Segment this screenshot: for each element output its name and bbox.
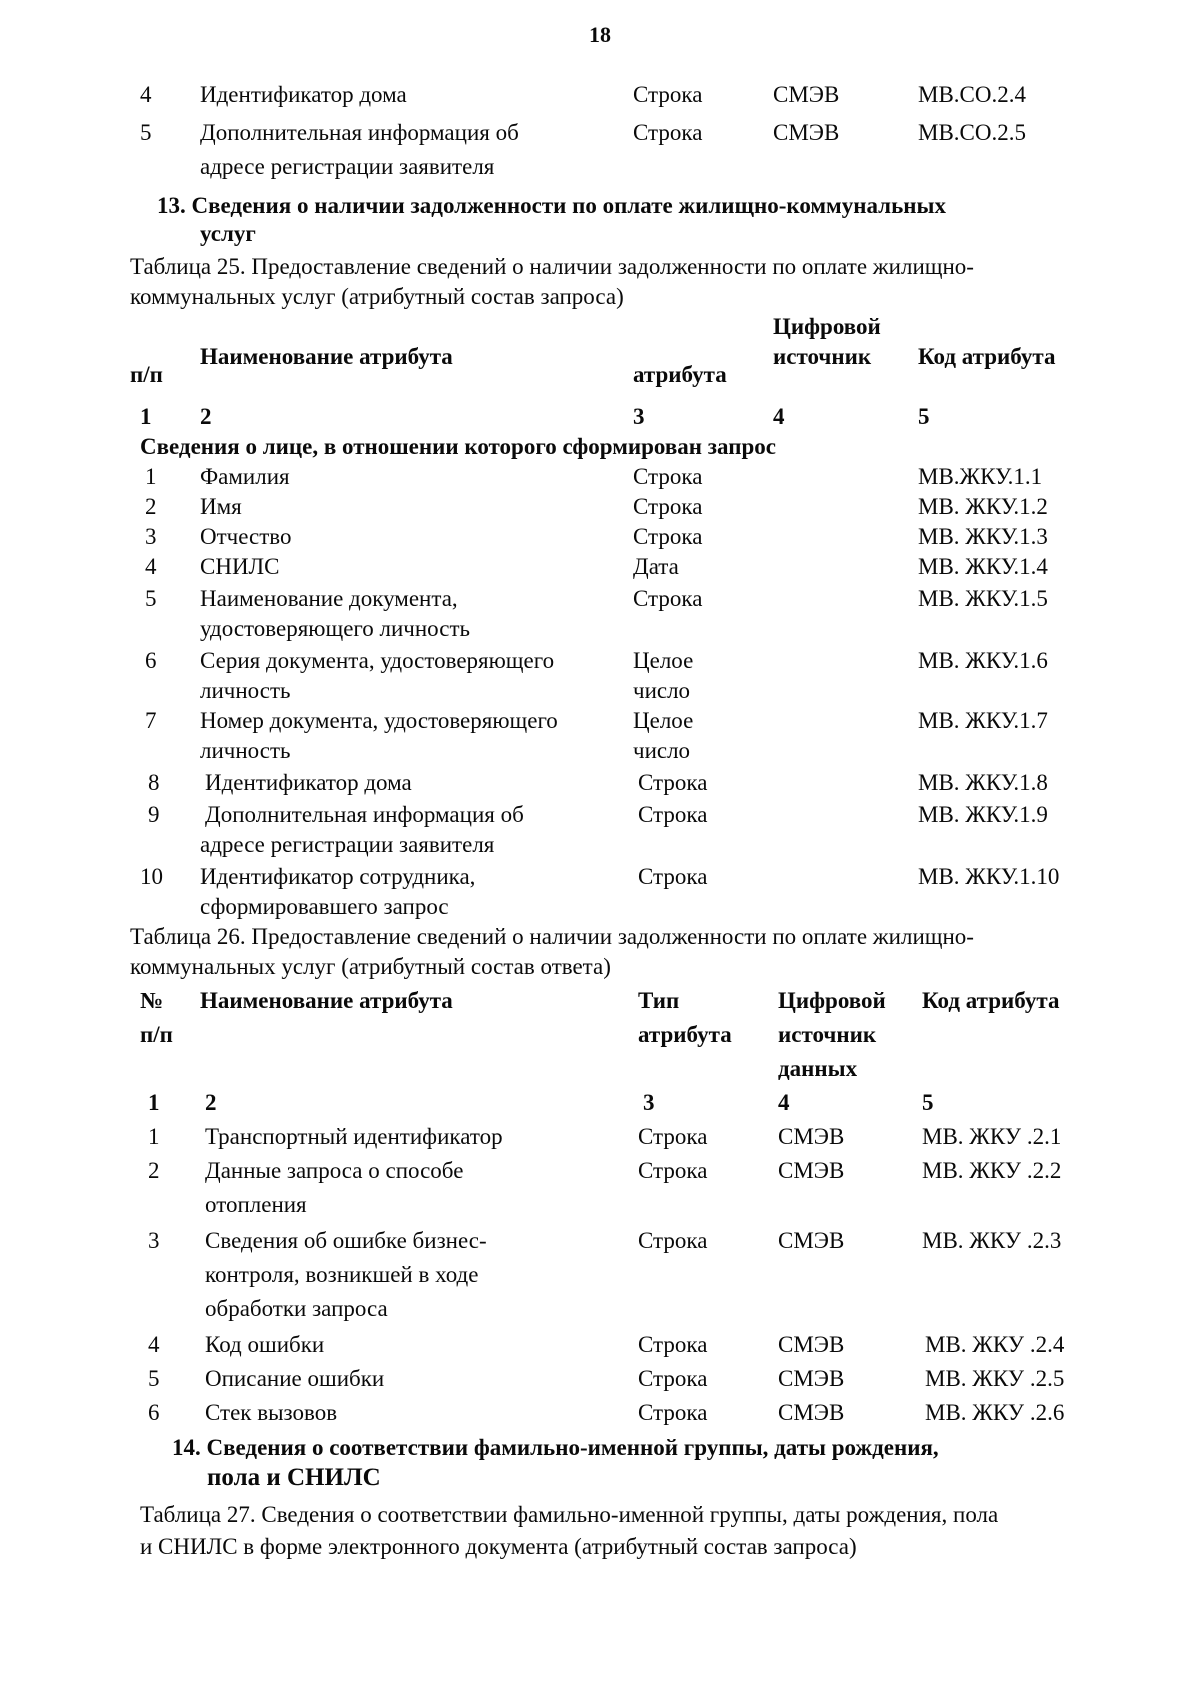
t26-row-6-n: 6 [148,1400,160,1425]
t25-header-col1: п/п [130,362,163,387]
t25-row-6-type-1: Целое [633,648,694,673]
t26-row-5-source: СМЭВ [778,1366,845,1391]
t25-row-5-n: 5 [145,586,157,611]
t25-row-7-name-2: личность [200,738,291,763]
t25-row-6-code: МВ. ЖКУ.1.6 [918,648,1048,673]
section-14-heading-line2: пола и СНИЛС [207,1464,381,1491]
t26-row-1-n: 1 [148,1124,160,1149]
t25-num-5: 5 [918,404,930,429]
t25-row-9-type: Строка [638,802,708,827]
t26-row-1-source: СМЭВ [778,1124,845,1149]
t26-header-col1-line2: п/п [140,1022,173,1047]
prev-row-2-type: Строка [633,120,703,145]
t25-row-6-name-1: Серия документа, удостоверяющего [200,648,555,673]
t25-row-4-type: Дата [633,554,679,579]
table-25-caption-line2: коммунальных услуг (атрибутный состав запроса) [130,284,624,309]
t25-num-3: 3 [633,404,645,429]
t26-header-col3-line1: Тип [638,988,680,1013]
t25-header-col4-line1: Цифровой [773,314,881,339]
t26-row-4-source: СМЭВ [778,1332,845,1357]
t25-row-4-name: СНИЛС [200,554,280,579]
t26-row-5-name: Описание ошибки [205,1366,385,1391]
prev-row-1-type: Строка [633,82,703,107]
t26-row-3-type: Строка [638,1228,708,1253]
t26-row-2-n: 2 [148,1158,160,1183]
t26-row-1-name: Транспортный идентификатор [205,1124,503,1149]
t26-row-3-name-1: Сведения об ошибке бизнес- [205,1228,487,1253]
prev-row-1-n: 4 [140,82,152,107]
t26-num-4: 4 [778,1090,790,1115]
t25-num-4: 4 [773,404,785,429]
prev-row-2-name-1: Дополнительная информация об [200,120,519,145]
t25-row-5-type: Строка [633,586,703,611]
t26-num-3: 3 [643,1090,655,1115]
t25-row-10-name-1: Идентификатор сотрудника, [200,864,476,889]
prev-row-1-name: Идентификатор дома [200,82,407,107]
t25-row-7-name-1: Номер документа, удостоверяющего [200,708,558,733]
t26-row-2-source: СМЭВ [778,1158,845,1183]
t25-header-col5: Код атрибута [918,344,1056,369]
t26-row-3-n: 3 [148,1228,160,1253]
t26-row-6-source: СМЭВ [778,1400,845,1425]
table-26-caption-line1: Таблица 26. Предоставление сведений о наличии задолженности по оплате жилищно- [130,924,974,949]
t26-row-2-name-2: отопления [205,1192,307,1217]
t25-row-6-name-2: личность [200,678,291,703]
t26-header-col4-line3: данных [778,1056,858,1081]
prev-row-2-name-2: адресе регистрации заявителя [200,154,495,179]
t25-header-col2: Наименование атрибута [200,344,453,369]
t26-row-4-name: Код ошибки [205,1332,325,1357]
t25-row-4-n: 4 [145,554,157,579]
page-number: 18 [589,22,611,47]
t25-row-1-n: 1 [145,464,157,489]
t25-row-3-n: 3 [145,524,157,549]
t25-row-5-name-1: Наименование документа, [200,586,458,611]
section-14-heading-line1: 14. Сведения о соответствии фамильно-именной группы, даты рождения, [172,1435,939,1460]
t25-row-10-code: МВ. ЖКУ.1.10 [918,864,1060,889]
section-13-heading-line1: 13. Сведения о наличии задолженности по оплате жилищно-коммунальных [157,193,946,218]
t25-row-10-type: Строка [638,864,708,889]
t25-row-2-code: МВ. ЖКУ.1.2 [918,494,1048,519]
t26-row-2-type: Строка [638,1158,708,1183]
t26-row-1-code: МВ. ЖКУ .2.1 [922,1124,1062,1149]
t25-row-5-name-2: удостоверяющего личность [200,616,470,641]
t26-row-3-name-3: обработки запроса [205,1296,388,1321]
t25-row-3-type: Строка [633,524,703,549]
t26-num-2: 2 [205,1090,217,1115]
t26-header-col5: Код атрибута [922,988,1060,1013]
t25-num-2: 2 [200,404,212,429]
prev-row-1-source: СМЭВ [773,82,840,107]
t25-header-col4-line2: источник [773,344,872,369]
t25-row-9-n: 9 [148,802,160,827]
t25-row-8-code: МВ. ЖКУ.1.8 [918,770,1048,795]
section-13-heading-line2: услуг [200,221,256,246]
prev-row-2-code: МВ.СО.2.5 [918,120,1026,145]
t25-row-2-type: Строка [633,494,703,519]
prev-row-1-code: МВ.СО.2.4 [918,82,1026,107]
t25-row-1-type: Строка [633,464,703,489]
prev-row-2-n: 5 [140,120,152,145]
t26-row-2-name-1: Данные запроса о способе [205,1158,464,1183]
t26-row-6-code: МВ. ЖКУ .2.6 [925,1400,1065,1425]
t25-row-7-code: МВ. ЖКУ.1.7 [918,708,1048,733]
t25-row-8-type: Строка [638,770,708,795]
table-25-caption-line1: Таблица 25. Предоставление сведений о наличии задолженности по оплате жилищно- [130,254,974,279]
t25-row-7-n: 7 [145,708,157,733]
t26-row-2-code: МВ. ЖКУ .2.2 [922,1158,1062,1183]
t25-row-3-code: МВ. ЖКУ.1.3 [918,524,1048,549]
t26-row-5-n: 5 [148,1366,160,1391]
t25-row-9-name-2: адресе регистрации заявителя [200,832,495,857]
t25-row-5-code: МВ. ЖКУ.1.5 [918,586,1048,611]
t25-num-1: 1 [140,404,152,429]
t25-row-7-type-1: Целое [633,708,694,733]
t25-group-title: Сведения о лице, в отношении которого сформирован запрос [140,434,776,459]
t26-row-4-n: 4 [148,1332,160,1357]
t25-row-10-name-2: сформировавшего запрос [200,894,449,919]
t26-header-col4-line1: Цифровой [778,988,886,1013]
t25-row-9-name-1: Дополнительная информация об [205,802,524,827]
t26-row-6-type: Строка [638,1400,708,1425]
t26-row-1-type: Строка [638,1124,708,1149]
t26-row-3-name-2: контроля, возникшей в ходе [205,1262,479,1287]
t26-num-1: 1 [148,1090,160,1115]
t25-row-9-code: МВ. ЖКУ.1.9 [918,802,1048,827]
t25-row-6-n: 6 [145,648,157,673]
t25-header-col3: атрибута [633,362,727,387]
t26-row-4-type: Строка [638,1332,708,1357]
t26-header-col3-line2: атрибута [638,1022,732,1047]
t25-row-10-n: 10 [140,864,163,889]
table-27-caption-line1: Таблица 27. Сведения о соответствии фамильно-именной группы, даты рождения, пола [140,1502,999,1527]
t25-row-8-name: Идентификатор дома [205,770,412,795]
t26-header-col4-line2: источник [778,1022,877,1047]
t26-header-col1-line1: № [140,988,164,1013]
table-26-caption-line2: коммунальных услуг (атрибутный состав ответа) [130,954,611,979]
t26-row-3-code: МВ. ЖКУ .2.3 [922,1228,1062,1253]
t26-header-col2: Наименование атрибута [200,988,453,1013]
t25-row-2-n: 2 [145,494,157,519]
t26-row-6-name: Стек вызовов [205,1400,338,1425]
t26-row-4-code: МВ. ЖКУ .2.4 [925,1332,1065,1357]
t25-row-7-type-2: число [633,738,691,763]
t26-row-3-source: СМЭВ [778,1228,845,1253]
t26-row-5-code: МВ. ЖКУ .2.5 [925,1366,1065,1391]
t25-row-8-n: 8 [148,770,160,795]
t25-row-3-name: Отчество [200,524,292,549]
t25-row-2-name: Имя [200,494,242,519]
t25-row-1-name: Фамилия [200,464,290,489]
t25-row-1-code: МВ.ЖКУ.1.1 [918,464,1043,489]
t25-row-4-code: МВ. ЖКУ.1.4 [918,554,1048,579]
t25-row-6-type-2: число [633,678,691,703]
t26-row-5-type: Строка [638,1366,708,1391]
prev-row-2-source: СМЭВ [773,120,840,145]
t26-num-5: 5 [922,1090,934,1115]
table-27-caption-line2: и СНИЛС в форме электронного документа (атрибутный состав запроса) [140,1534,857,1559]
